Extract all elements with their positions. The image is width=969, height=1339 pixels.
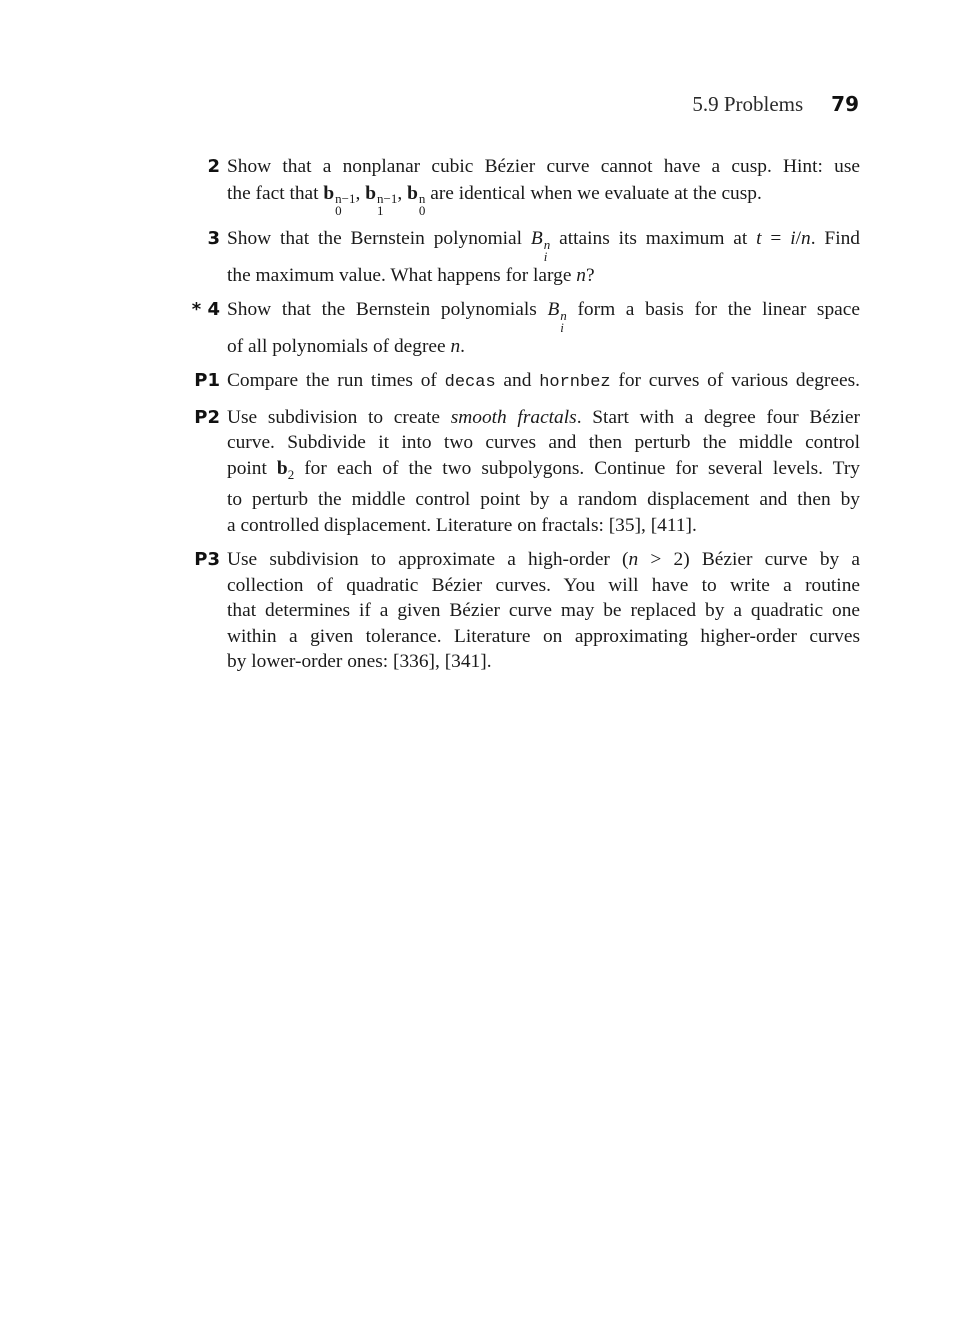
problem-line: to perturb the middle control point by a random displacement and then by [227, 489, 860, 511]
problem-label: P1 [194, 370, 220, 392]
problem-line: Use subdivision to approximate a high-order (n > 2) Bézier curve by a [227, 549, 860, 571]
problem-line: collection of quadratic Bézier curves. You will have to write a routine [227, 574, 860, 596]
problem-line: Show that the Bernstein polynomials B n i form a basis for the linear space [227, 299, 860, 335]
problem-line: Show that the Bernstein polynomial B n i attains its maximum at t = i/n. Find [227, 228, 860, 264]
problem-label: 3 [207, 228, 220, 250]
problem-3 [180, 226, 860, 288]
problem-p2 [180, 405, 860, 538]
problem-p1 [180, 368, 860, 396]
problem-line: Use subdivision to create smooth fractals. Start with a degree four Bézier [227, 406, 860, 428]
problem-line: the maximum value. What happens for large n? [227, 264, 595, 286]
problem-line: Compare the run times of decas and hornbez for curves of various degrees. [227, 370, 860, 393]
problem-label: P2 [194, 406, 220, 428]
problem-line: point $b_2$ for each of the two subpolygons. Continue for several levels. Try [227, 457, 860, 482]
problem-2 [180, 154, 860, 217]
problem-p3 [180, 547, 860, 675]
problem-line: by lower-order ones: [336], [341]. [227, 651, 492, 673]
problem-label: P3 [194, 549, 220, 571]
problem-line: the fact that b n−1 0 , b n−1 1 , b n 0 are identical when we evaluate at the cusp. [227, 182, 762, 219]
problem-line: a controlled displacement. Literature on fractals: [35], [411]. [227, 514, 697, 536]
problem-line: within a given tolerance. Literature on approximating higher-order curves [227, 625, 860, 647]
problem-label: 2 [207, 156, 220, 177]
problem-4 [180, 297, 860, 359]
problem-line: curve. Subdivide it into two curves and then perturb the middle control [227, 432, 860, 454]
page-number: 79 [831, 92, 859, 116]
problem-line: of all polynomials of degree n. [227, 335, 466, 357]
problem-list [180, 154, 860, 684]
problem-line: Show that a nonplanar cubic Bézier curve cannot have a cusp. Hint: use [227, 156, 860, 177]
running-head [692, 92, 859, 117]
section-title: 5.9 Problems [692, 92, 804, 116]
problem-line: that determines if a given Bézier curve may be replaced by a quadratic one [227, 600, 860, 622]
problem-label: * 4 [191, 299, 220, 321]
